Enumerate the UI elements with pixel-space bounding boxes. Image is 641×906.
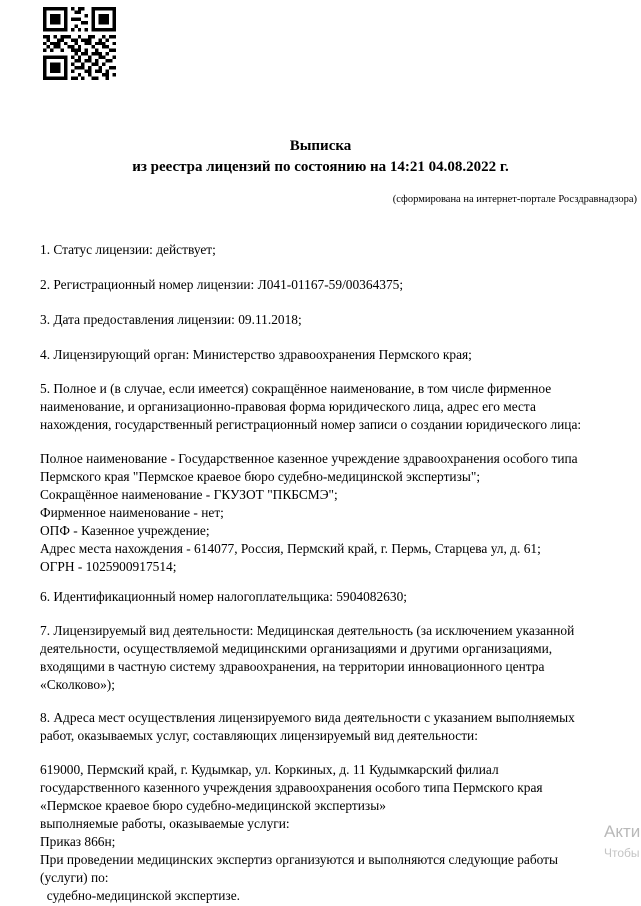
- activation-watermark-sub: Чтобы: [604, 846, 640, 860]
- item-8-line: работ, оказываемых услуг, составляющих лицензируемый вид деятельности:: [40, 728, 478, 743]
- item-5-line: наименование, и организационно-правовая форма юридического лица, адрес его места: [40, 399, 536, 414]
- address-line: «Пермское краевое бюро судебно-медицинской экспертизы»: [40, 798, 386, 813]
- org-ogrn: ОГРН - 1025900917514;: [40, 559, 177, 574]
- item-reg-number: 2. Регистрационный номер лицензии: Л041-01167-59/00364375;: [40, 277, 404, 292]
- org-address: Адрес места нахождения - 614077, Россия, Пермский край, г. Пермь, Старцева ул, д. 61;: [40, 541, 541, 556]
- item-5-line: нахождения, государственный регистрационный номер записи о создании юридического лица:: [40, 417, 582, 432]
- document-subtitle: из реестра лицензий по состоянию на 14:21 04.08.2022 г.: [132, 159, 509, 175]
- services-line: (услуги) по:: [40, 870, 109, 885]
- item-5: [40, 380, 640, 434]
- services-heading: выполняемые работы, оказываемые услуги:: [40, 816, 290, 831]
- item-5-line: 5. Полное и (в случае, если имеется) сокращённое наименование, в том числе фирменное: [40, 381, 552, 396]
- activity-address: [40, 761, 640, 905]
- item-8-line: 8. Адреса мест осуществления лицензируемого вида деятельности с указанием выполняемых: [40, 710, 575, 725]
- org-full-name: Полное наименование - Государственное казенное учреждение здравоохранения особого типа: [40, 451, 578, 466]
- order-ref: Приказ 866н;: [40, 834, 116, 849]
- item-8: [40, 709, 640, 745]
- item-7-line: деятельности, осуществляемой медицинскими организациями и другими организациями,: [40, 641, 553, 656]
- services-item: судебно-медицинской экспертизе.: [40, 888, 240, 903]
- item-authority: 4. Лицензирующий орган: Министерство здравоохранения Пермского края;: [40, 347, 472, 362]
- address-line: 619000, Пермский край, г. Кудымкар, ул. Коркиных, д. 11 Кудымкарский филиал: [40, 762, 499, 777]
- org-legal-form: ОПФ - Казенное учреждение;: [40, 523, 210, 538]
- item-7-line: входящими в частную систему здравоохранения, на территории инновационного центра: [40, 659, 545, 674]
- source-note: (сформирована на интернет-портале Росздравнадзора): [392, 194, 637, 205]
- services-line: При проведении медицинских экспертиз организуются и выполняются следующие работы: [40, 852, 559, 867]
- organization-details: [40, 450, 640, 576]
- item-7-line: 7. Лицензируемый вид деятельности: Медицинская деятельность (за исключением указанной: [40, 623, 575, 638]
- document-title: Выписка: [289, 138, 352, 154]
- org-trade-name: Фирменное наименование - нет;: [40, 505, 224, 520]
- activation-watermark: Акти: [604, 822, 641, 841]
- address-line: государственного казенного учреждения здравоохранения особого типа Пермского края: [40, 780, 543, 795]
- item-date: 3. Дата предоставления лицензии: 09.11.2018;: [40, 312, 302, 327]
- item-inn: 6. Идентификационный номер налогоплательщика: 5904082630;: [40, 589, 407, 604]
- qr-code: [43, 7, 116, 80]
- item-7: [40, 622, 640, 694]
- item-7-line: «Сколково»);: [40, 677, 115, 692]
- org-short-name: Сокращённое наименование - ГКУЗОТ "ПКБСМЭ";: [40, 487, 338, 502]
- org-full-name-cont: Пермского края "Пермское краевое бюро судебно-медицинской экспертизы";: [40, 469, 481, 484]
- item-status: 1. Статус лицензии: действует;: [40, 242, 216, 257]
